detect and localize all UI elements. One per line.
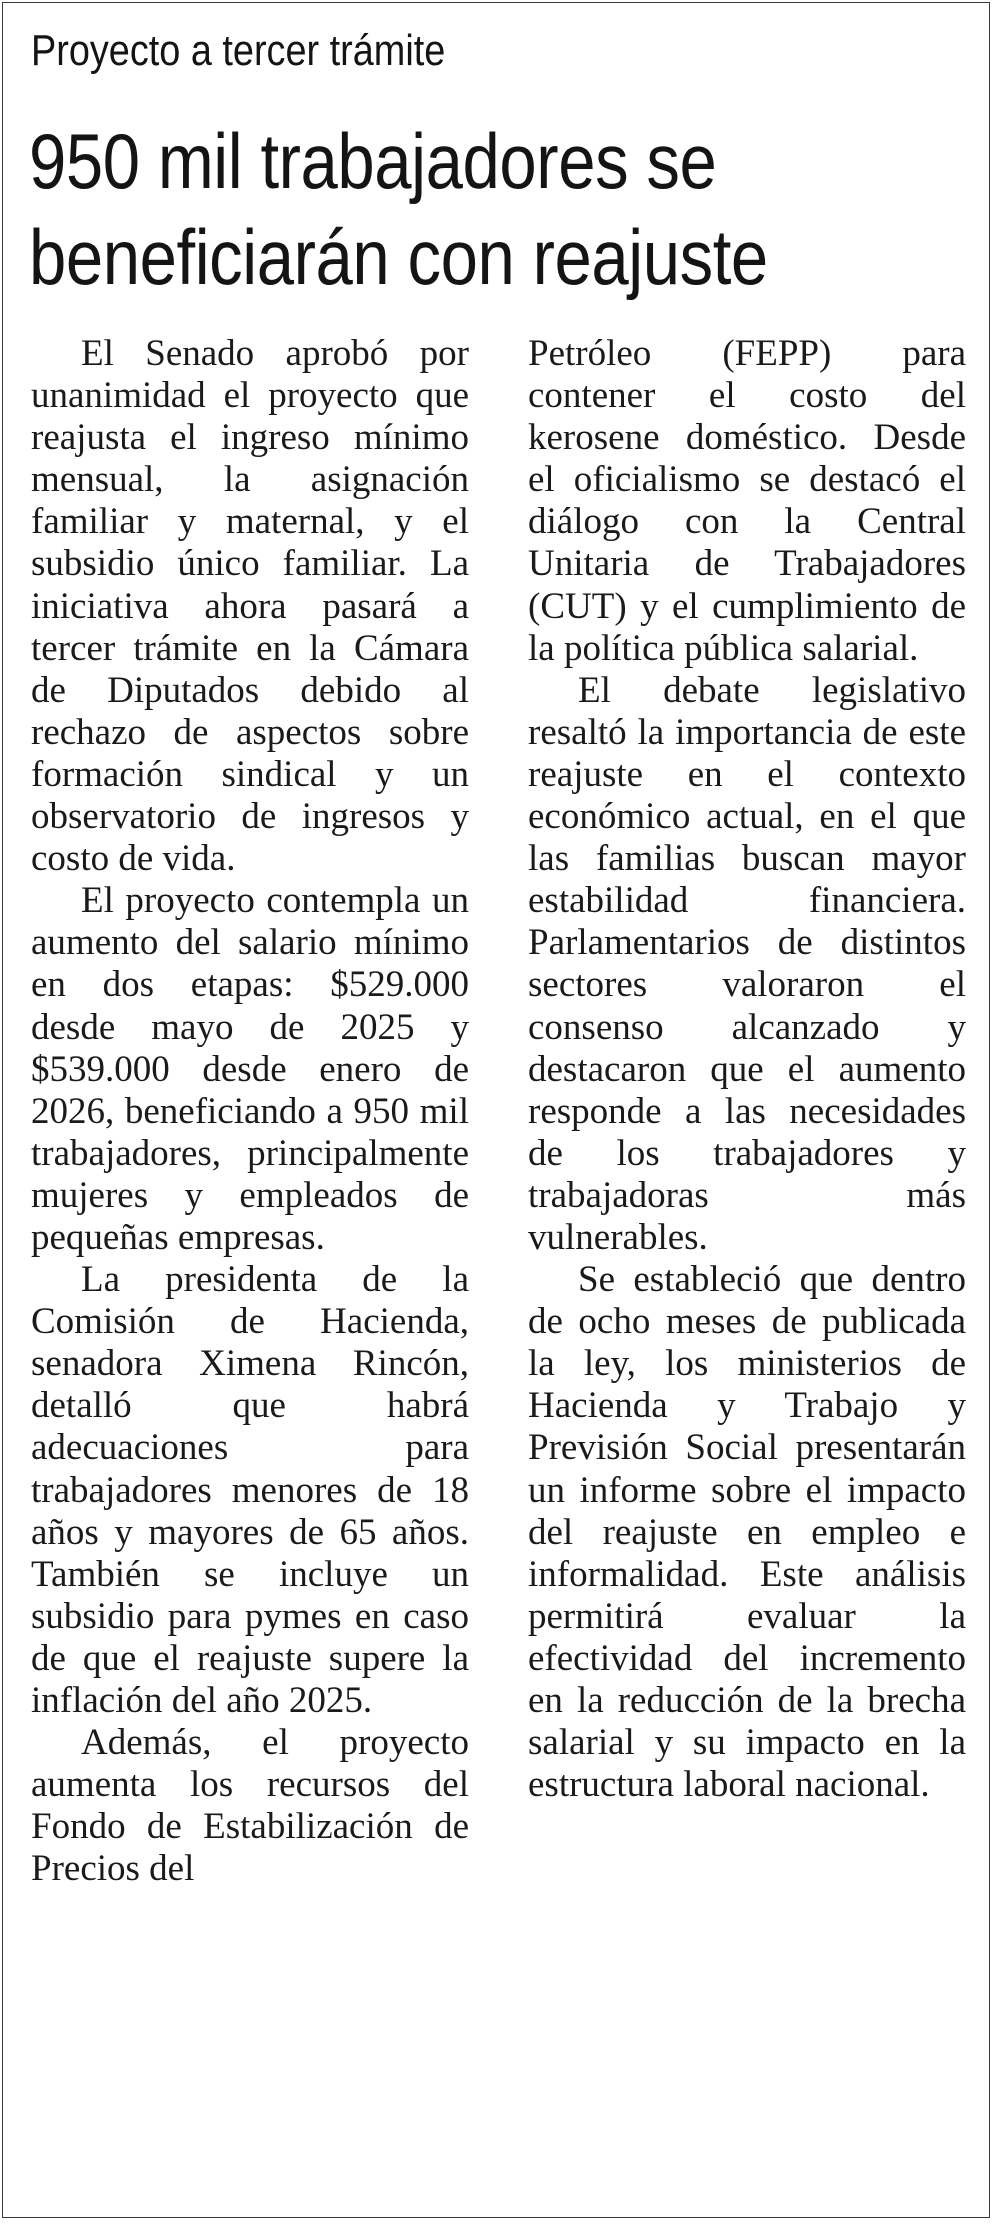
- paragraph-2: El proyecto contempla un aumento del salario mínimo en dos etapas: $529.000 desde mayo de 2025 y $539.000 desde enero de 2026, beneficiando a 950 mil trabajadores, principalmente mujeres y empleados de pequeñas empresas.: [31, 880, 469, 1258]
- paragraph-6: Se estableció que dentro de ocho meses de publicada la ley, los ministerios de Hacienda y Trabajo y Previsión Social presentarán un informe sobre el impacto del reajuste en empleo e informalidad. Este análisis permitirá evaluar la efectividad del incremento en la reducción de la brecha salarial y su impacto en la estructura laboral nacional.: [528, 1259, 966, 1806]
- headline-line-1: 950 mil trabajadores se: [29, 117, 717, 205]
- paragraph-1: El Senado aprobó por unanimidad el proyecto que reajusta el ingreso mínimo mensual, la asignación familiar y maternal, y el subsidio único familiar. La iniciativa ahora pasará a tercer trámite en la Cámara de Diputados debido al rechazo de aspectos sobre formación sindical y un observatorio de ingresos y costo de vida.: [31, 333, 469, 880]
- right-column: [528, 333, 966, 1806]
- paragraph-4-continuation: Petróleo (FEPP) para contener el costo del kerosene doméstico. Desde el oficialismo se destacó el diálogo con la Central Unitaria de Trabajadores (CUT) y el cumplimiento de la política pública salarial.: [528, 333, 966, 669]
- paragraph-5: El debate legislativo resaltó la importancia de este reajuste en el contexto económico actual, en el que las familias buscan mayor estabilidad financiera. Parlamentarios de distintos sectores valoraron el consenso alcanzado y destacaron que el aumento responde a las necesidades de los trabajadores y trabajadoras más vulnerables.: [528, 669, 966, 1258]
- headline-line-2: beneficiarán con reajuste: [29, 213, 768, 301]
- kicker: Proyecto a tercer trámite: [31, 26, 446, 75]
- news-clipping: [2, 2, 990, 2218]
- paragraph-3: La presidenta de la Comisión de Hacienda, senadora Ximena Rincón, detalló que habrá adecuaciones para trabajadores menores de 18 años y mayores de 65 años. También se incluye un subsidio para pymes en caso de que el reajuste supere la inflación del año 2025.: [31, 1259, 469, 1721]
- headline: [29, 113, 768, 305]
- left-column: [31, 333, 469, 1890]
- paragraph-4: Además, el proyecto aumenta los recursos del Fondo de Estabilización de Precios del: [31, 1722, 469, 1890]
